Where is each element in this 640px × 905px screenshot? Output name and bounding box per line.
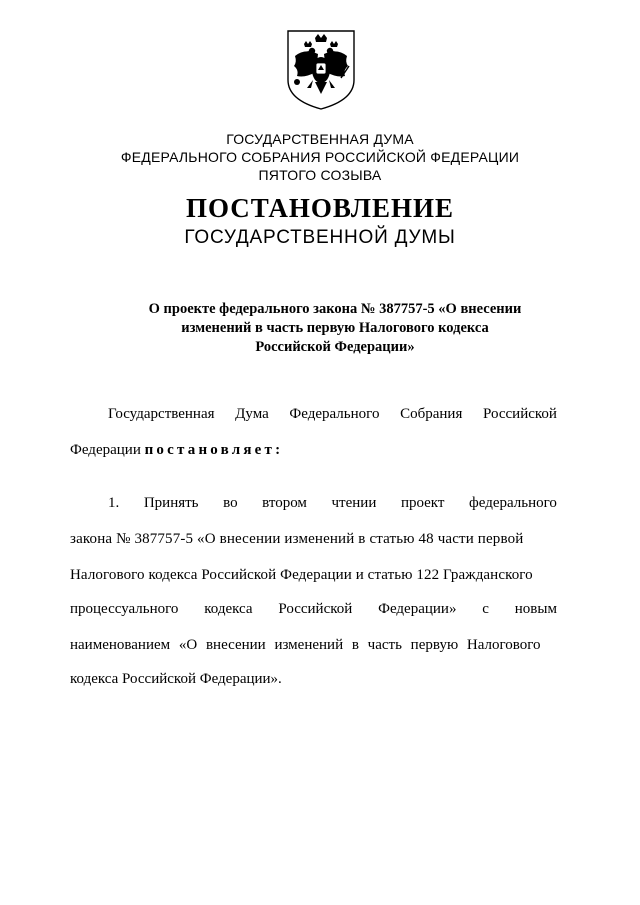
item1-line-1 [108, 494, 557, 513]
item1-word: Российской [278, 601, 353, 617]
document-title: ПОСТАНОВЛЕНИЕ [185, 193, 455, 223]
item1-word: кодекса [204, 601, 253, 617]
item1-word: 1. [108, 495, 120, 511]
document-subtitle: ГОСУДАРСТВЕННОЙ ДУМЫ [184, 227, 456, 248]
resolution-verb: постановляет: [144, 442, 284, 458]
coat-of-arms-emblem [285, 28, 357, 112]
item1-line-2: закона № 387757-5 «О внесении изменений в статью 48 части первой [70, 531, 524, 547]
preamble-word: Российской [483, 406, 557, 422]
subject-line-2: изменений в часть первую Налогового кодекса [181, 320, 489, 336]
preamble-text: Федерации [70, 442, 141, 458]
header-line-assembly: ФЕДЕРАЛЬНОГО СОБРАНИЯ РОССИЙСКОЙ ФЕДЕРАЦИИ [120, 149, 520, 165]
item1-word: во [223, 495, 238, 511]
preamble-word: Федерального [289, 406, 380, 422]
item1-word: Федерации» [378, 601, 457, 617]
item1-word: с [482, 601, 489, 617]
preamble-word: Дума [235, 406, 269, 422]
item1-line-6: кодекса Российской Федерации». [70, 671, 282, 687]
item1-line-5: наименованием «О внесении изменений в часть первую Налогового [70, 637, 541, 653]
item1-word: втором [262, 495, 307, 511]
item1-word: Принять [143, 495, 199, 511]
preamble-word: Собрания [400, 406, 463, 422]
item1-word: федерального [469, 495, 557, 511]
preamble-word: Государственная [108, 406, 215, 422]
item1-word: новым [514, 601, 557, 617]
item1-word: чтении [331, 495, 377, 511]
header-line-duma: ГОСУДАРСТВЕННАЯ ДУМА [226, 131, 414, 147]
subject-line-1: О проекте федерального закона № 387757-5 «О внесении [148, 301, 522, 317]
item1-word: процессуального [70, 601, 179, 617]
item1-word: проект [400, 495, 445, 511]
item1-line-4 [70, 600, 557, 619]
preamble-line-1 [108, 405, 557, 424]
subject-line-3: Российской Федерации» [255, 339, 415, 355]
preamble-line-2 [70, 441, 557, 460]
header-line-convocation: ПЯТОГО СОЗЫВА [258, 167, 382, 183]
item1-line-3: Налогового кодекса Российской Федерации и статью 122 Гражданского [70, 567, 533, 583]
